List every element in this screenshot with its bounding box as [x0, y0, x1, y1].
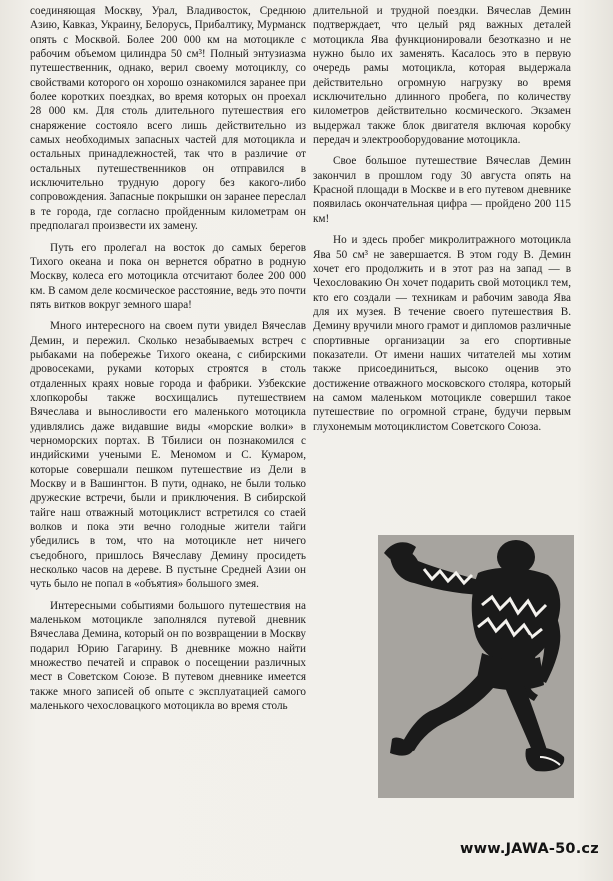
article-paragraph: соединяющая Москву, Урал, Владивосток, Среднюю Азию, Кавказ, Украину, Белорусь, Прибалтику, Мурманск опять с Москвой. Более 200 000 км на мотоцикле с рабочим объемом цилиндра 50 см³! Полный энтузиазма путешественник, однако, верил своему мотоциклу, со свойствами которого он хорошо ознакомился заранее при более коротких поездках, во время которых он проехал 28 000 км. Для столь длительного путешествия его снаряжение состояло всего лишь действительно из самых необходимых запасных частей для мотоцикла и остальных принадлежностей, так что в различие от остальных путешественников он отправился в исключительно трудную дорогу без какого-либо сопровождения. Запасные покрышки он заранее переслал в те города, где согласно пройденным километрам он предполагал произвести их замену.: [30, 5, 306, 233]
left-text-column: [30, 4, 306, 721]
article-paragraph: длительной и трудной поездки. Вячеслав Демин подтверждает, что целый ряд важных деталей мотоцикла Ява функционировали безотказно и не нужно было их заменять. Касалось это в первую очередь рамы мотоцикла, которая выдержала действительно огромную нагрузку во время исключительно длинного пробега, по количеству километров действительно космического. Экзамен выдержал также блок двигателя включая коробку передач и электрооборудование мотоцикла.: [313, 5, 571, 147]
article-paragraph: Много интересного на своем пути увидел Вячеслав Демин, и пережил. Сколько незабываемых встреч с рыбаками на побережье Тихого океана, с сибирскими дровосеками, руками которых строятся в столь отдаленных краях новые города и фабрики. Узбекские хлопкоробы также восхищались путешествием Вячеслава и выносливости его маленького мотоцикла удивлялись даже видавшие виды «морские волки» в черноморских портах. В Тбилиси он познакомился с индийскими учеными Е. Меномом и С. Кумаром, которые совершали пешком путешествие из Дели в Москву и в Вашингтон. В пути, однако, не были только дружеские встречи, были и приключения. В сибирской тайге наш отважный мотоциклист встретился со стаей волков и пока эти вечно голодные жители тайги убедились в том, что на мотоцикле нет ничего съедобного, пришлось Вячеславу Демину просидеть несколько часов на дереве. В пустыне Средней Азии он чуть было не попал в «объятия» большого змея.: [30, 320, 306, 591]
article-paragraph: Интересными событиями большого путешествия на маленьком мотоцикле заполнялся путевой дневник Вячеслава Демина, который он по возвращении в Москву подарил Юрию Гагарину. В дневнике можно найти множество печатей и справок о посещении различных мест в Советском Союзе. В путевом дневнике имеется также много записей об опыте с эксплуатацией самого маленького чехословацкого мотоцикла во время столь: [30, 599, 306, 713]
article-paragraph: Но и здесь пробег микролитражного мотоцикла Ява 50 см³ не завершается. В этом году В. Демин хочет его продолжить и в этот раз на запад — в Чехословакию Он хочет подарить свой мотоцикл тем, кто его создали — техникам и рабочим завода Ява для их музея. В течение своего путешествия В. Демину вручили много грамот и дипломов различные спортивные организации за его спортивные показатели. От имени наших читателей мы хотим также присоединиться, высоко оценив это достижение отважного московского столяра, который на самом маленьком мотоцикле совершил такое путешествие по огромной стране, будучи первым глухонемым мотоциклистом Советского Союза.: [313, 234, 572, 433]
dancing-man-illustration: [378, 535, 574, 798]
right-text-column: [313, 4, 571, 441]
site-watermark: www.JAWA-50.cz: [460, 841, 599, 857]
article-paragraph: Свое большое путешествие Вячеслав Демин закончил в прошлом году 30 августа опять на Красной площади в Москве и в его путевом дневнике появилась окончательная цифра — пройдено 200 115 км!: [313, 155, 571, 225]
article-paragraph: Путь его пролегал на восток до самых берегов Тихого океана и пока он вернется обратно в родную Москву, колеса его мотоцикла отсчитают более 200 000 км. В самом деле космическое расстояние, ведь это почти пять витков вокруг земного шара!: [30, 241, 306, 311]
